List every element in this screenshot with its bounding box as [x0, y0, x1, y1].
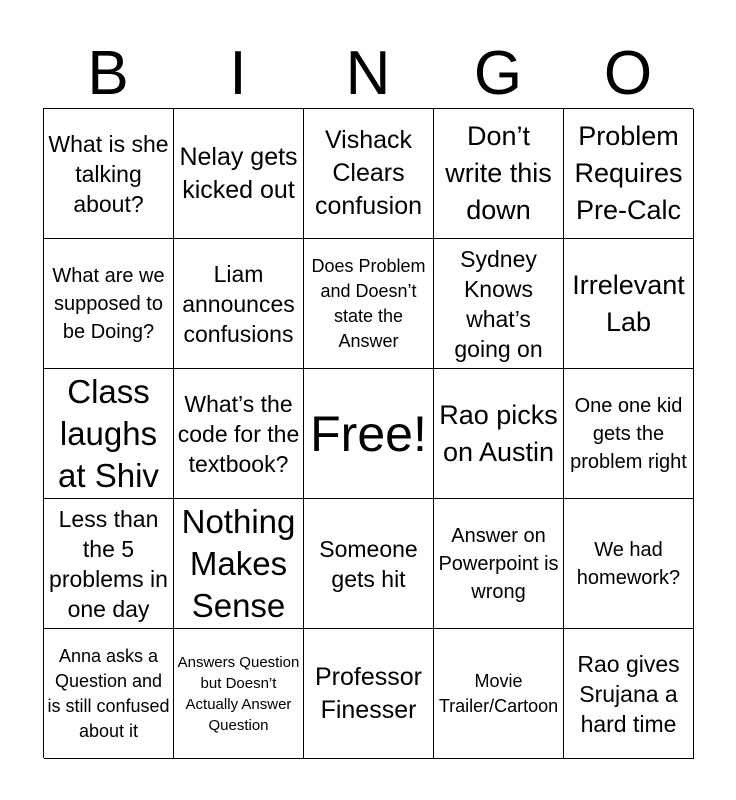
- cell-text: Vishack Clears confusion: [314, 126, 423, 220]
- cell-text: Less than the 5 problems in one day: [49, 505, 168, 622]
- bingo-cell[interactable]: [174, 109, 304, 239]
- bingo-cell[interactable]: [434, 109, 564, 239]
- cell-text: Nothing Makes Sense: [181, 502, 296, 624]
- free-space[interactable]: [304, 369, 434, 499]
- header-letter-b: B: [87, 39, 129, 108]
- bingo-cell[interactable]: [434, 499, 564, 629]
- bingo-cell[interactable]: [434, 239, 564, 369]
- bingo-cell[interactable]: [174, 369, 304, 499]
- bingo-cell[interactable]: [434, 369, 564, 499]
- cell-text: One one kid gets the problem right: [570, 394, 687, 473]
- cell-text: Does Problem and Doesn’t state the Answer: [311, 255, 426, 351]
- cell-text: What’s the code for the textbook?: [177, 390, 300, 477]
- bingo-board: [43, 108, 693, 758]
- bingo-cell[interactable]: [44, 629, 174, 759]
- bingo-cell[interactable]: [44, 239, 174, 369]
- bingo-header: [43, 40, 693, 108]
- cell-text: Don’t write this down: [445, 121, 552, 225]
- cell-text: Rao picks on Austin: [439, 399, 558, 467]
- bingo-cell[interactable]: [304, 109, 434, 239]
- bingo-cell[interactable]: [174, 629, 304, 759]
- cell-text: Liam announces confusions: [182, 260, 295, 347]
- cell-text: We had homework?: [576, 538, 681, 589]
- cell-text: Someone gets hit: [319, 535, 418, 592]
- header-letter-i: I: [229, 39, 247, 108]
- bingo-cell[interactable]: [564, 369, 694, 499]
- cell-text: Movie Trailer/Cartoon: [438, 670, 559, 716]
- cell-text: Class laughs at Shiv: [58, 372, 159, 494]
- bingo-cell[interactable]: [564, 629, 694, 759]
- cell-text: What are we supposed to be Doing?: [52, 264, 165, 343]
- bingo-cell[interactable]: [174, 499, 304, 629]
- cell-text: Answers Question but Doesn’t Actually Answer Question: [177, 653, 300, 734]
- header-letter-n: N: [345, 39, 391, 108]
- header-letter-o: O: [603, 39, 653, 108]
- bingo-cell[interactable]: [304, 499, 434, 629]
- bingo-cell[interactable]: [434, 629, 564, 759]
- bingo-cell[interactable]: [304, 239, 434, 369]
- cell-text: Free!: [310, 405, 427, 462]
- bingo-cell[interactable]: [304, 629, 434, 759]
- bingo-cell[interactable]: [564, 499, 694, 629]
- cell-text: Rao gives Srujana a hard time: [577, 650, 680, 737]
- cell-text: What is she talking about?: [48, 130, 169, 217]
- cell-text: Problem Requires Pre-Calc: [574, 121, 683, 225]
- cell-text: Sydney Knows what’s going on: [454, 245, 543, 362]
- bingo-cell[interactable]: [44, 499, 174, 629]
- header-letter-g: G: [473, 39, 523, 108]
- bingo-cell[interactable]: [174, 239, 304, 369]
- cell-text: Anna asks a Question and is still confused about it: [47, 645, 170, 741]
- bingo-cell[interactable]: [44, 369, 174, 499]
- cell-text: Nelay gets kicked out: [179, 142, 298, 204]
- bingo-cell[interactable]: [44, 109, 174, 239]
- cell-text: Answer on Powerpoint is wrong: [438, 524, 559, 603]
- cell-text: Irrelevant Lab: [572, 269, 685, 337]
- cell-text: Professor Finesser: [315, 662, 422, 724]
- bingo-cell[interactable]: [564, 239, 694, 369]
- bingo-cell[interactable]: [564, 109, 694, 239]
